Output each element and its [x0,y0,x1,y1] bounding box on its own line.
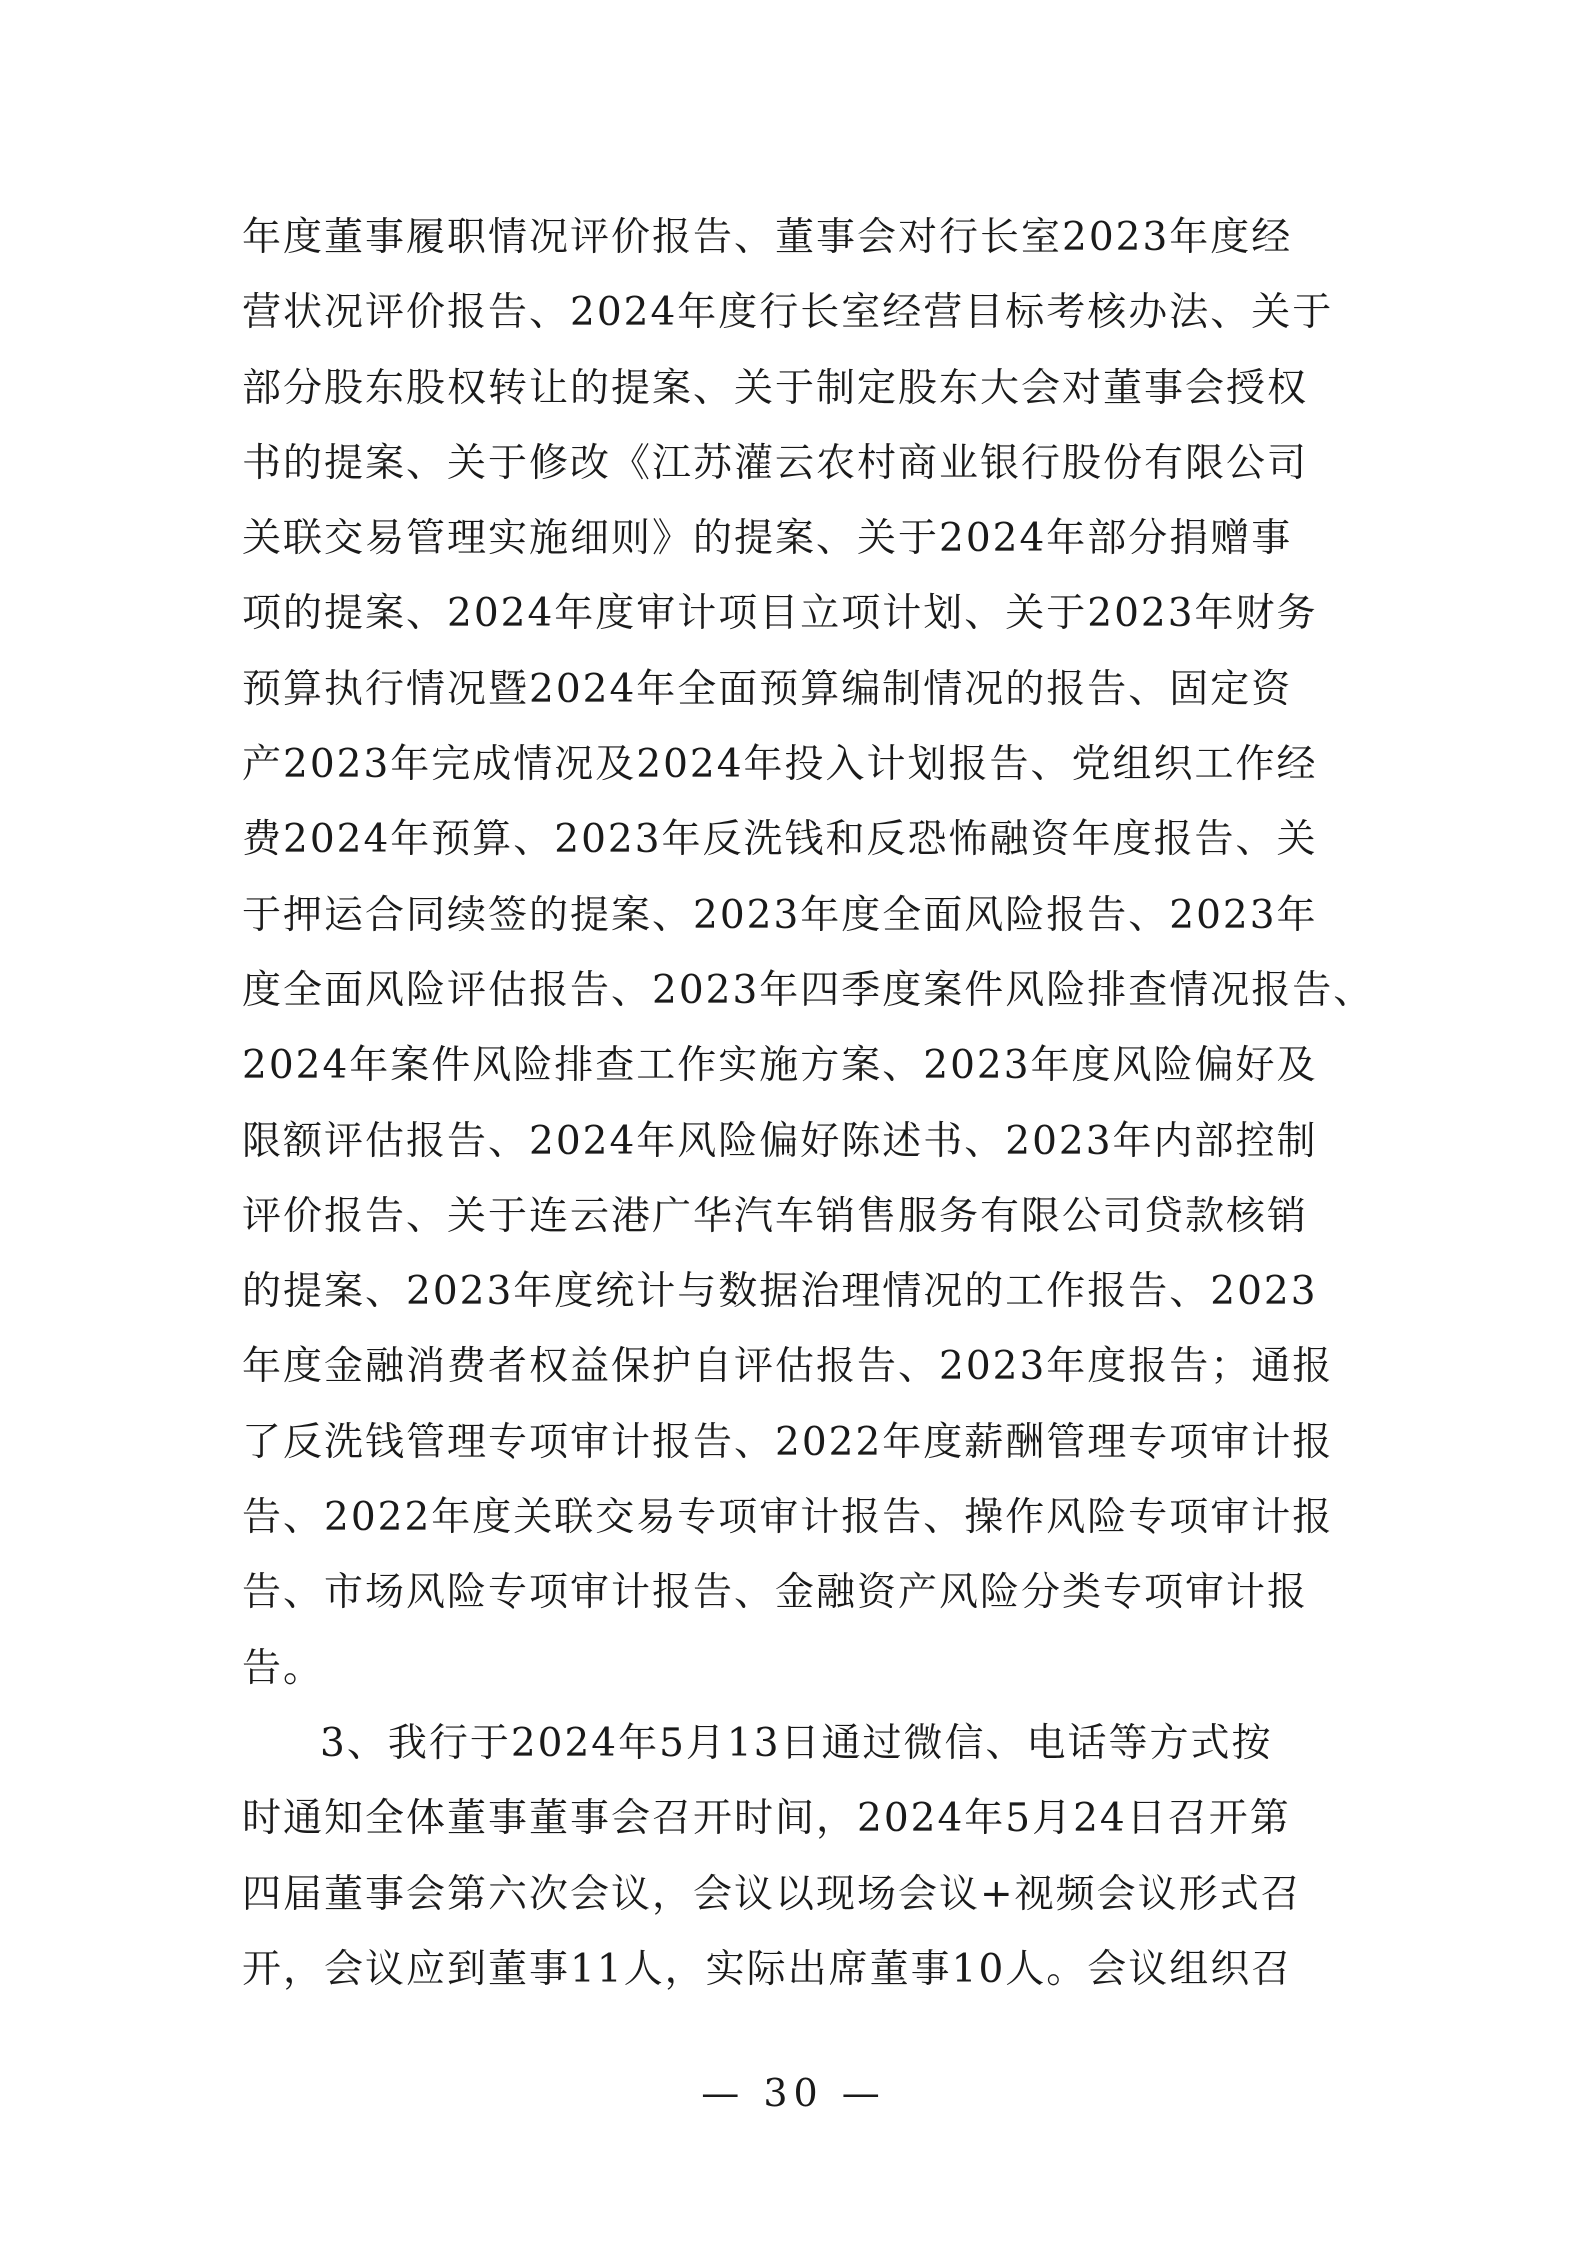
text-line: 书的提案、关于修改《江苏灌云农村商业银行股份有限公司 [242,440,1309,486]
text-line: 于押运合同续签的提案、2023年度全面风险报告、2023年 [242,892,1318,938]
text-line: 预算执行情况暨2024年全面预算编制情况的报告、固定资 [242,666,1293,712]
paragraph-start-line: 3、我行于2024年5月13日通过微信、电话等方式按 [320,1720,1273,1766]
text-line: 四届董事会第六次会议，会议以现场会议+视频会议形式召 [242,1871,1302,1917]
text-line: 告。 [242,1645,325,1691]
text-line: 度全面风险评估报告、2023年四季度案件风险排查情况报告、 [242,967,1375,1013]
text-line: 了反洗钱管理专项审计报告、2022年度薪酬管理专项审计报 [242,1419,1334,1465]
text-line: 关联交易管理实施细则》的提案、关于2024年部分捐赠事 [242,516,1293,562]
text-line: 时通知全体董事董事会召开时间，2024年5月24日召开第 [242,1796,1291,1842]
text-line: 年度董事履职情况评价报告、董事会对行长室2023年度经 [242,215,1293,260]
text-line: 告、市场风险专项审计报告、金融资产风险分类专项审计报 [242,1570,1309,1616]
text-line: 项的提案、2024年度审计项目立项计划、关于2023年财务 [242,591,1318,637]
text-line: 开，会议应到董事11人，实际出席董事10人。会议组织召 [242,1946,1293,1992]
text-line: 2024年案件风险排查工作实施方案、2023年度风险偏好及 [242,1043,1318,1089]
text-line: 告、2022年度关联交易专项审计报告、操作风险专项审计报 [242,1495,1334,1541]
text-line: 年度金融消费者权益保护自评估报告、2023年度报告；通报 [242,1344,1334,1390]
text-line: 产2023年完成情况及2024年投入计划报告、党组织工作经 [242,742,1318,788]
text-line: 限额评估报告、2024年风险偏好陈述书、2023年内部控制 [242,1118,1318,1164]
body-text [242,200,1375,2007]
text-line: 评价报告、关于连云港广华汽车销售服务有限公司贷款核销 [242,1193,1309,1239]
page-number: — 30 — [701,2071,886,2115]
text-line: 部分股东股权转让的提案、关于制定股东大会对董事会授权 [242,365,1309,411]
text-line: 费2024年预算、2023年反洗钱和反恐怖融资年度报告、关 [242,817,1318,863]
text-line: 的提案、2023年度统计与数据治理情况的工作报告、2023 [242,1269,1318,1315]
text-line: 营状况评价报告、2024年度行长室经营目标考核办法、关于 [242,290,1334,336]
